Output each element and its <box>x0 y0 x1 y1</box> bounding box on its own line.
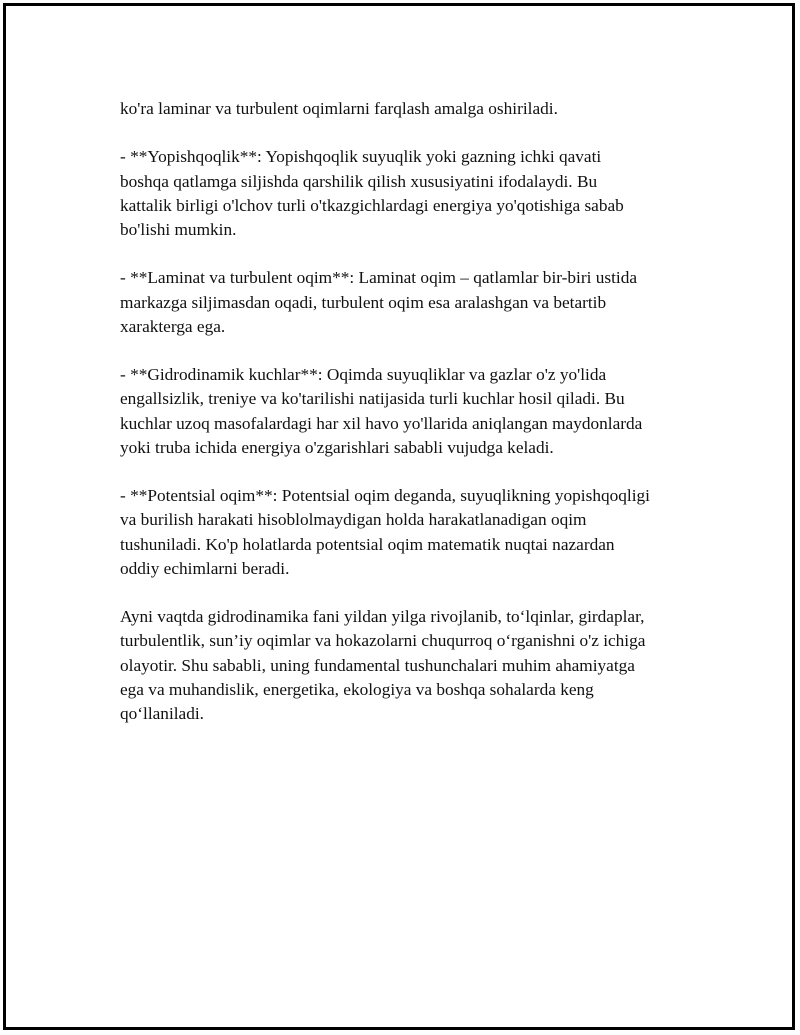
paragraph-intro-continuation: ko'ra laminar va turbulent oqimlarni farqlash amalga oshiriladi. <box>120 99 558 118</box>
paragraph-conclusion: Ayni vaqtda gidrodinamika fani yildan yilga rivojlanib, to‘lqinlar, girdaplar, turbulentlik, sun’iy oqimlar va hokazolarni chuqurroq o‘rganishni o'z ichiga olayotir. Shu sababli, uning fundamental tushunchalari muhim ahamiyatga ega va muhandislik, energetika, ekologiya va boshqa sohalarda keng qo‘llaniladi. <box>120 607 646 723</box>
document-body <box>120 97 710 726</box>
paragraph-laminat-turbulent: - **Laminat va turbulent oqim**: Laminat oqim – qatlamlar bir-biri ustida markazga siljimasdan oqadi, turbulent oqim esa aralashgan va betartib xarakterga ega. <box>120 268 638 336</box>
page-border <box>3 3 795 1030</box>
paragraph-gidrodinamik-kuchlar: - **Gidrodinamik kuchlar**: Oqimda suyuqliklar va gazlar o'z yo'lida engallsizlik, treniye va ko'tarilishi natijasida turli kuchlar hosil qiladi. Bu kuchlar uzoq masofalardagi har xil havo yo'llarida aniqlangan maydonlarda yoki truba ichida energiya o'zgarishlari sababli vujudga keladi. <box>120 365 643 457</box>
paragraph-yopishqoqlik: - **Yopishqoqlik**: Yopishqoqlik suyuqlik yoki gazning ichki qavati boshqa qatlamga siljishda qarshilik qilish xususiyatini ifodalaydi. Bu kattalik birligi o'lchov turli o'tkazgichlardagi energiya yo'qotishiga sabab bo'lishi mumkin. <box>120 147 624 239</box>
paragraph-potentsial-oqim: - **Potentsial oqim**: Potentsial oqim deganda, suyuqlikning yopishqoqligi va burilish harakati hisoblolmaydigan holda harakatlanadigan oqim tushuniladi. Ko'p holatlarda potentsial oqim matematik nuqtai nazardan oddiy echimlarni beradi. <box>120 486 650 578</box>
